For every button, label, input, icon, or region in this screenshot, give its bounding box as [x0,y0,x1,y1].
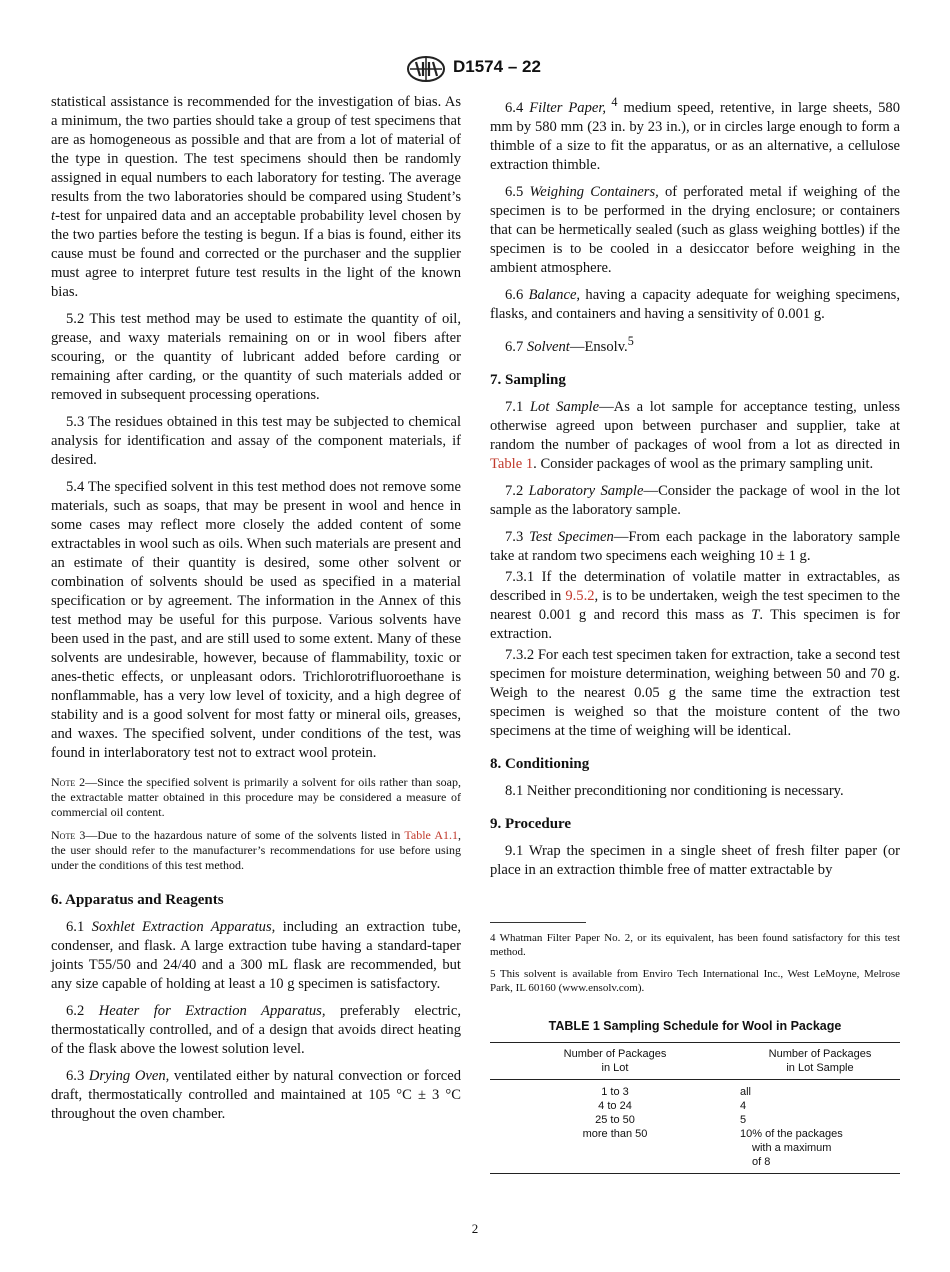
link-9-5-2[interactable]: 9.5.2 [565,587,595,604]
page-header [0,54,950,84]
section-9-heading: 9. Procedure [490,815,572,832]
section-8-heading: 8. Conditioning [490,755,590,772]
paragraph-6-2: 6.2 Heater for Extraction Apparatus, preferably electric, thermostatically controlled, and of a design that avoids direct heating of the flask above the lowest solution level. [51,1003,461,1057]
link-table-a1-1[interactable]: Table A1.1 [404,828,459,842]
table-header-lot: Number of Packages in Lot [563,1047,667,1074]
paragraph-7-1: 7.1 Lot Sample—As a lot sample for acceptance testing, unless otherwise agreed upon between purchaser and supplier, take at random the number of packages of wool from a lot as directed in Table 1. Consider packages of wool as the primary sampling unit. [490,398,900,472]
paragraph-8-1: 8.1 Neither preconditioning nor conditioning is necessary. [505,782,844,799]
table-header-row [490,1042,900,1079]
paragraph-7-3-1: 7.3.1 If the determination of volatile matter in extractables, as described in 9.5.2, is to be undertaken, weigh the test specimen to the nearest 0.001 g and record this mass as T. This specimen is for extraction. [490,568,900,642]
paragraph-bias: statistical assistance is recommended for the investigation of bias. As a minimum, the two parties should take a group of test specimens that are as homogeneous as possible and that are from a lot of material of the type in question. The test specimens should then be randomly assigned in equal numbers to each laboratory for testing. The average results from the two laboratories should be compared using Student’s t-test for unpaired data and an acceptable probability level chosen by the two parties before the testing is begun. If a bias is found, either its cause must be found and corrected or the purchaser and the supplier must agree to interpret future test results in the light of the known bias. [51,94,461,300]
page-number: 2 [471,1221,479,1236]
sampling-schedule-table [490,1042,900,1175]
section-7-heading: 7. Sampling [490,371,566,388]
paragraph-6-1: 6.1 Soxhlet Extraction Apparatus, including an extraction tube, condenser, and flask. A large extraction tube having a standard-taper joints T55/50 and 24/40 and a 300 mL flask are recommended, but any size capable of holding at least a 10 g specimen is satisfactory. [51,919,461,992]
table-row: 4 to 24 4 [598,1100,747,1113]
paragraph-5-2: 5.2 This test method may be used to estimate the quantity of oil, grease, and waxy materials remaining on or in wool fibers after scouring, or the quantity of lubricant added before carding or remaining after carding, or the quantity of such materials added or removed in subsequent processing operations. [51,311,461,403]
paragraph-6-4: 6.4 Filter Paper, $^4$ medium speed, retentive, in large sheets, 580 mm by 580 mm (23 in. by 23 in.), or in circles large enough to form a thimble of a size to fit the apparatus, or as an alternative, a cellulose extraction thimble. [490,95,901,173]
paragraph-7-3-2: 7.3.2 For each test specimen taken for extraction, take a second test specimen for moisture determination, weighing between 50 and 70 g. Weigh to the nearest 0.05 g the same time the extraction test specimen is weighed so that the moisture content of the two specimens at the time of weighing will be identical. [490,646,900,739]
section-6-heading: 6. Apparatus and Reagents [51,892,224,908]
table-row: with a maximum [752,1142,832,1155]
table-row: more than 50 10% of the packages [582,1128,843,1141]
left-column [51,93,461,1132]
table-row: 1 to 3 all [601,1086,752,1099]
table-1-title: TABLE 1 Sampling Schedule for Wool in Package [548,1018,842,1033]
table-row: 25 to 50 5 [595,1114,747,1127]
footnote-5: 5 This solvent is available from Enviro Tech International Inc., West LeMoyne, Melrose Park, IL 60160 (www.ensolv.com). [490,967,900,994]
astm-logo-icon [406,56,446,82]
right-column [490,93,900,1174]
paragraph-6-3: 6.3 Drying Oven, ventilated either by natural convection or forced draft, thermostatically controlled and maintained at 105 °C ± 3 °C throughout the oven chamber. [51,1068,462,1122]
note-3: Note 3—Due to the hazardous nature of some of the solvents listed in Table A1.1, the user should refer to the manufacturer’s recommendations for use before using under the conditions of this test method. [51,828,462,872]
paragraph-6-6: 6.6 Balance, having a capacity adequate for weighing specimens, flasks, and containers and having a sensitivity of 0.001 g. [490,286,900,322]
paragraph-6-5: 6.5 Weighing Containers, of perforated metal if weighing of the specimen is to be performed in the drying enclosure; or containers that can be hermetically sealed (such as glass weighing bottles) if the specimen is to be cooled in a desiccator before weighing in the ambient atmosphere. [490,183,900,276]
paragraph-7-2: 7.2 Laboratory Sample—Consider the package of wool in the lot sample as the laboratory sample. [490,482,900,518]
paragraph-5-3: 5.3 The residues obtained in this test may be subjected to chemical analysis for identification and assay of the component materials, if desired. [51,414,461,468]
note-2: Note 2—Since the specified solvent is primarily a solvent for oils rather than soap, the extractable matter obtained in this procedure may be considered a measure of commercial oil content. [51,775,461,819]
table-header-lot-sample: Number of Packages in Lot Sample [768,1047,872,1074]
paragraph-9-1: 9.1 Wrap the specimen in a single sheet of fresh filter paper (or place in an extraction thimble free of matter extractable by [490,842,900,878]
link-table-1[interactable]: Table 1 [490,455,534,472]
paragraph-6-7: 6.7 Solvent—Ensolv.$^5$ [505,333,634,355]
paragraph-7-3: 7.3 Test Specimen—From each package in the laboratory sample take at random two specimens each weighing 10 ± 1 g. [490,528,900,564]
footnote-rule [490,922,586,923]
footnote-4: 4 Whatman Filter Paper No. 2, or its equivalent, has been found satisfactory for this test method. [490,931,900,958]
paragraph-5-4: 5.4 The specified solvent in this test method does not remove some materials, such as soaps, that may be present in wool and hence in some cases may reflect more closely the added content of some extractables in wool such as oils. When such materials are present and an estimate of their quantity is desired, some other solvent or combination of solvents should be used as specified in a material specification or by agreement. The information in the Annex of this test method may be useful for this purpose. Various solvents have been used in the past, and are still used to some extent. Many of these solvents are undesirable, however, because of flammability, toxic or anes-thetic effects, or unpleasant odors. Trichlorotrifluoroethane is nonflammable, has a very low level of toxicity, and a high degree of stability and is a good solvent for most fatty or mineral oils, greases, and waxes. The specified solvent, under conditions of the test, was found in interlaboratory test not to extract wool protein. [51,479,461,761]
standard-designation: D1574 – 22 [453,57,541,76]
table-row: of 8 [490,1155,900,1174]
